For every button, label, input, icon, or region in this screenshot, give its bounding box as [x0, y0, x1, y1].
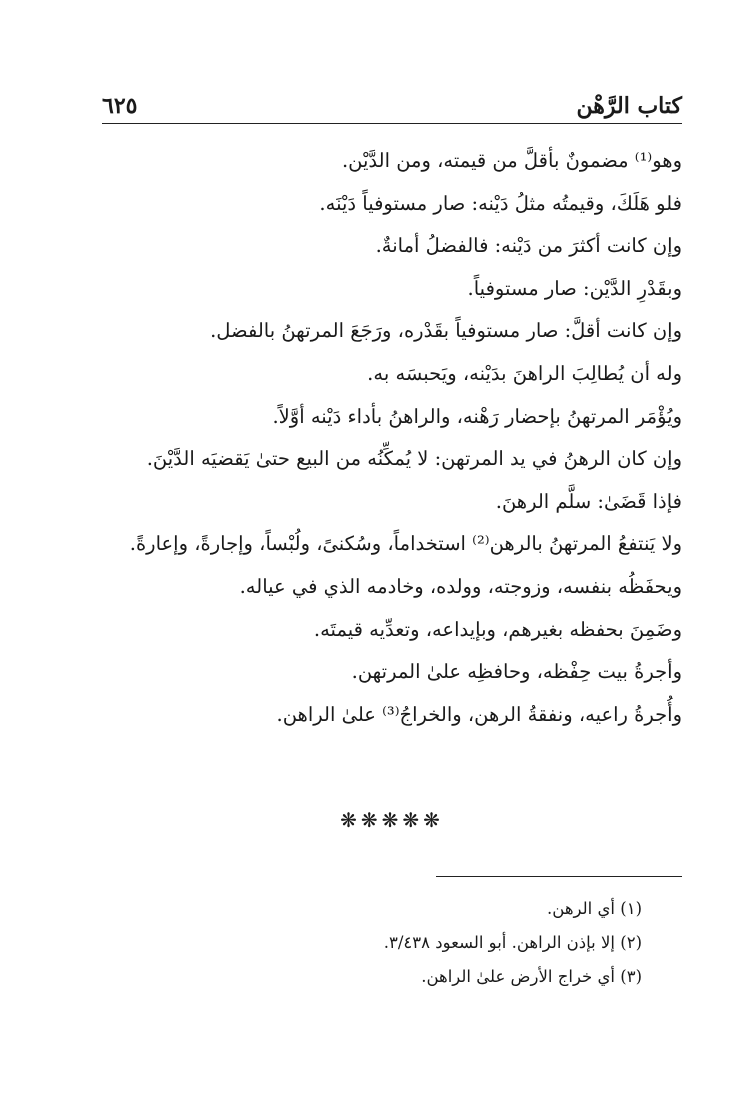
- page-number: ٦٢٥: [102, 93, 138, 119]
- chapter-title: كتاب الرَّهْن: [576, 93, 682, 119]
- main-text: [102, 140, 682, 736]
- text-line: وأجرةُ بيت حِفْظه، وحافظِه علىٰ المرتهن.: [351, 660, 682, 684]
- section-separator: ❋❋❋❋❋: [340, 808, 444, 832]
- text-line: ويحفَظُه بنفسه، وزوجته، وولده، وخادمه الذي في عياله.: [239, 574, 682, 598]
- text-line: وبقَدْرِ الدَّيْن: صار مستوفياً.: [467, 276, 682, 300]
- footnotes: [102, 892, 642, 994]
- text-line: وهو⁽¹⁾ مضمونٌ بأقلَّ من قيمته، ومن الدَّيْن.: [341, 149, 682, 172]
- text-line: وله أن يُطالِبَ الراهنَ بدَيْنه، ويَحبسَه به.: [367, 361, 682, 385]
- text-line: ولا يَنتفعُ المرتهنُ بالرهن⁽²⁾ استخداماً، وسُكنىً، ولُبْساً، وإجارةً، وإعارةً.: [129, 532, 682, 556]
- footnote-item: (٣) أي خراج الأرض علىٰ الراهن.: [421, 967, 642, 986]
- text-line: وضَمِنَ بحفظه بغيرهم، وبإيداعه، وتعدِّيه قيمتَه.: [313, 617, 682, 641]
- text-line: ويُؤْمَر المرتهنُ بإحضار رَهْنه، والراهنُ بأداء دَيْنه أوَّلاً.: [272, 404, 682, 428]
- text-line: وإن كانت أكثرَ من دَيْنه: فالفضلُ أمانةٌ.: [375, 234, 682, 258]
- text-line: وإن كان الرهنُ في يد المرتهن: لا يُمكِّنُه من البيع حتىٰ يَقضيَه الدَّيْنَ.: [146, 447, 682, 471]
- text-line: وأُجرةُ راعيه، ونفقةُ الرهن، والخراجُ⁽³⁾ علىٰ الراهن.: [276, 702, 682, 726]
- footnote-divider: [436, 876, 682, 877]
- text-line: وإن كانت أقلَّ: صار مستوفياً بقَدْره، ورَجَعَ المرتهنُ بالفضل.: [210, 319, 682, 343]
- footnote-item: (٢) إلا بإذن الراهن. أبو السعود ٣/٤٣٨.: [383, 933, 642, 952]
- page-header: [102, 84, 682, 124]
- text-line: فلو هَلَكَ، وقيمتُه مثلُ دَيْنه: صار مستوفياً دَيْنَه.: [319, 191, 682, 215]
- text-line: فإذا قَضَىٰ: سلَّم الرهنَ.: [495, 489, 682, 513]
- footnote-item: (١) أي الرهن.: [547, 899, 642, 918]
